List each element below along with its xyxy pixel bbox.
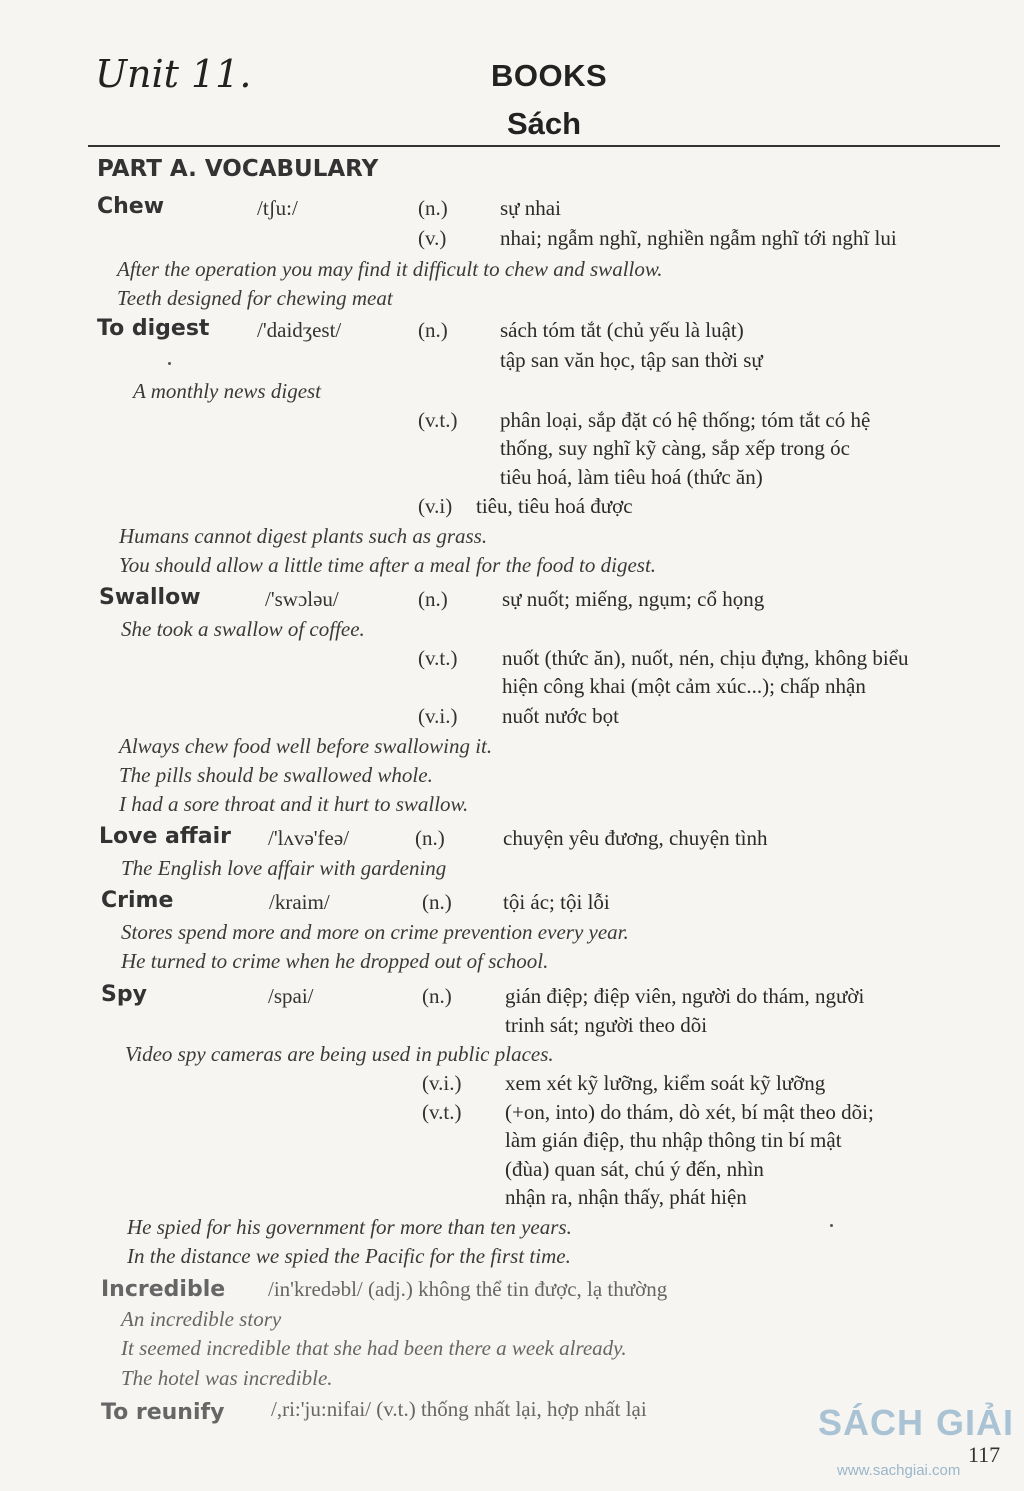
page-number: 117 — [968, 1442, 1001, 1467]
header-divider — [88, 145, 1000, 147]
pronunciation: /tʃu:/ — [257, 196, 298, 220]
meaning: (đùa) quan sát, chú ý đến, nhìn — [505, 1157, 764, 1181]
part-of-speech: (v.i.) — [422, 1071, 462, 1095]
example-sentence: Teeth designed for chewing meat — [117, 286, 393, 310]
headword: To digest — [97, 316, 210, 341]
pronunciation: /,ri:'ju:nifai/ (v.t.) thống nhất lại, hợp nhất lại — [271, 1397, 647, 1421]
meaning: gián điệp; điệp viên, người do thám, người — [505, 984, 865, 1008]
meaning: nuốt (thức ăn), nuốt, nén, chịu đựng, không biểu — [502, 646, 909, 670]
scan-speck — [830, 1224, 833, 1227]
example-sentence: She took a swallow of coffee. — [121, 617, 365, 641]
pronunciation: /'daidʒest/ — [257, 318, 342, 342]
meaning: hiện công khai (một cảm xúc...); chấp nhận — [502, 674, 866, 698]
example-sentence: An incredible story — [121, 1307, 282, 1331]
headword: To reunify — [101, 1400, 225, 1425]
example-sentence: Stores spend more and more on crime prevention every year. — [121, 920, 629, 944]
meaning: nhai; ngẫm nghĩ, nghiền ngẫm nghĩ tới nghĩ lui — [500, 226, 897, 250]
example-sentence: The pills should be swallowed whole. — [119, 763, 433, 787]
example-sentence: You should allow a little time after a meal for the food to digest. — [119, 553, 657, 577]
meaning: chuyện yêu đương, chuyện tình — [503, 826, 768, 850]
page-subtitle: Sách — [507, 106, 582, 141]
example-sentence: I had a sore throat and it hurt to swallow. — [119, 792, 469, 816]
part-of-speech: (n.) — [418, 318, 448, 342]
part-of-speech: (v.t.) — [422, 1100, 462, 1124]
meaning: nuốt nước bọt — [502, 704, 619, 728]
part-of-speech: (n.) — [415, 826, 445, 850]
example-sentence: A monthly news digest — [133, 379, 322, 403]
example-sentence: He turned to crime when he dropped out of school. — [121, 949, 549, 973]
headword: Incredible — [101, 1277, 226, 1302]
meaning: làm gián điệp, thu nhập thông tin bí mật — [505, 1128, 842, 1152]
headword: Swallow — [99, 585, 201, 610]
meaning: tiêu, tiêu hoá được — [476, 494, 633, 518]
example-sentence: Always chew food well before swallowing it. — [119, 734, 493, 758]
meaning: thống, suy nghĩ kỹ càng, sắp xếp trong óc — [500, 436, 850, 460]
meaning: phân loại, sắp đặt có hệ thống; tóm tắt có hệ — [500, 408, 871, 432]
part-of-speech: (n.) — [418, 587, 448, 611]
part-of-speech: (n.) — [422, 890, 452, 914]
watermark-logo — [818, 1402, 1014, 1444]
part-of-speech: (v.t.) — [418, 646, 458, 670]
headword: Crime — [101, 888, 174, 913]
part-of-speech: (n.) — [418, 196, 448, 220]
meaning: trinh sát; người theo dõi — [505, 1013, 708, 1037]
part-of-speech: (v.i.) — [418, 704, 458, 728]
meaning: nhận ra, nhận thấy, phát hiện — [505, 1185, 747, 1209]
meaning: tập san văn học, tập san thời sự — [500, 348, 763, 372]
pronunciation: /spai/ — [268, 984, 314, 1008]
part-of-speech: (v.i) — [418, 494, 453, 518]
page-title: BOOKS — [491, 58, 608, 93]
example-sentence: He spied for his government for more than ten years. — [127, 1215, 572, 1239]
pronunciation: /'lʌvə'feə/ — [268, 826, 350, 850]
meaning: tiêu hoá, làm tiêu hoá (thức ăn) — [500, 465, 763, 489]
meaning: tội ác; tội lỗi — [503, 890, 610, 914]
meaning: sự nuốt; miếng, ngụm; cổ họng — [502, 587, 765, 611]
watermark-brand-left: SÁCH — [818, 1402, 925, 1443]
example-sentence: The English love affair with gardening — [121, 856, 447, 880]
headword: Love affair — [99, 824, 231, 849]
example-sentence: In the distance we spied the Pacific for the first time. — [127, 1244, 571, 1268]
pronunciation: /kraim/ — [269, 890, 330, 914]
meaning: (+on, into) do thám, dò xét, bí mật theo dõi; — [505, 1100, 874, 1124]
meaning: sách tóm tắt (chủ yếu là luật) — [500, 318, 744, 342]
headword: Spy — [101, 982, 147, 1007]
watermark-brand-right: GIẢI — [936, 1402, 1015, 1443]
example-sentence: Video spy cameras are being used in public places. — [125, 1042, 554, 1066]
watermark-url: www.sachgiai.com — [837, 1462, 961, 1479]
meaning: xem xét kỹ lưỡng, kiểm soát kỹ lưỡng — [505, 1071, 826, 1095]
pronunciation: /'swɔləu/ — [265, 587, 339, 611]
pronunciation: /in'kredəbl/ (adj.) không thể tin được, lạ thường — [268, 1277, 668, 1301]
scan-speck — [168, 362, 171, 365]
part-of-speech: (v.t.) — [418, 408, 458, 432]
section-heading: PART A. VOCABULARY — [97, 156, 379, 182]
headword: Chew — [97, 194, 165, 219]
meaning: sự nhai — [500, 196, 561, 220]
unit-label: Unit 11. — [95, 52, 252, 96]
example-sentence: The hotel was incredible. — [121, 1366, 333, 1390]
example-sentence: Humans cannot digest plants such as grass. — [119, 524, 488, 548]
example-sentence: After the operation you may find it difficult to chew and swallow. — [117, 257, 663, 281]
part-of-speech: (v.) — [418, 226, 447, 250]
part-of-speech: (n.) — [422, 984, 452, 1008]
example-sentence: It seemed incredible that she had been there a week already. — [121, 1336, 627, 1360]
